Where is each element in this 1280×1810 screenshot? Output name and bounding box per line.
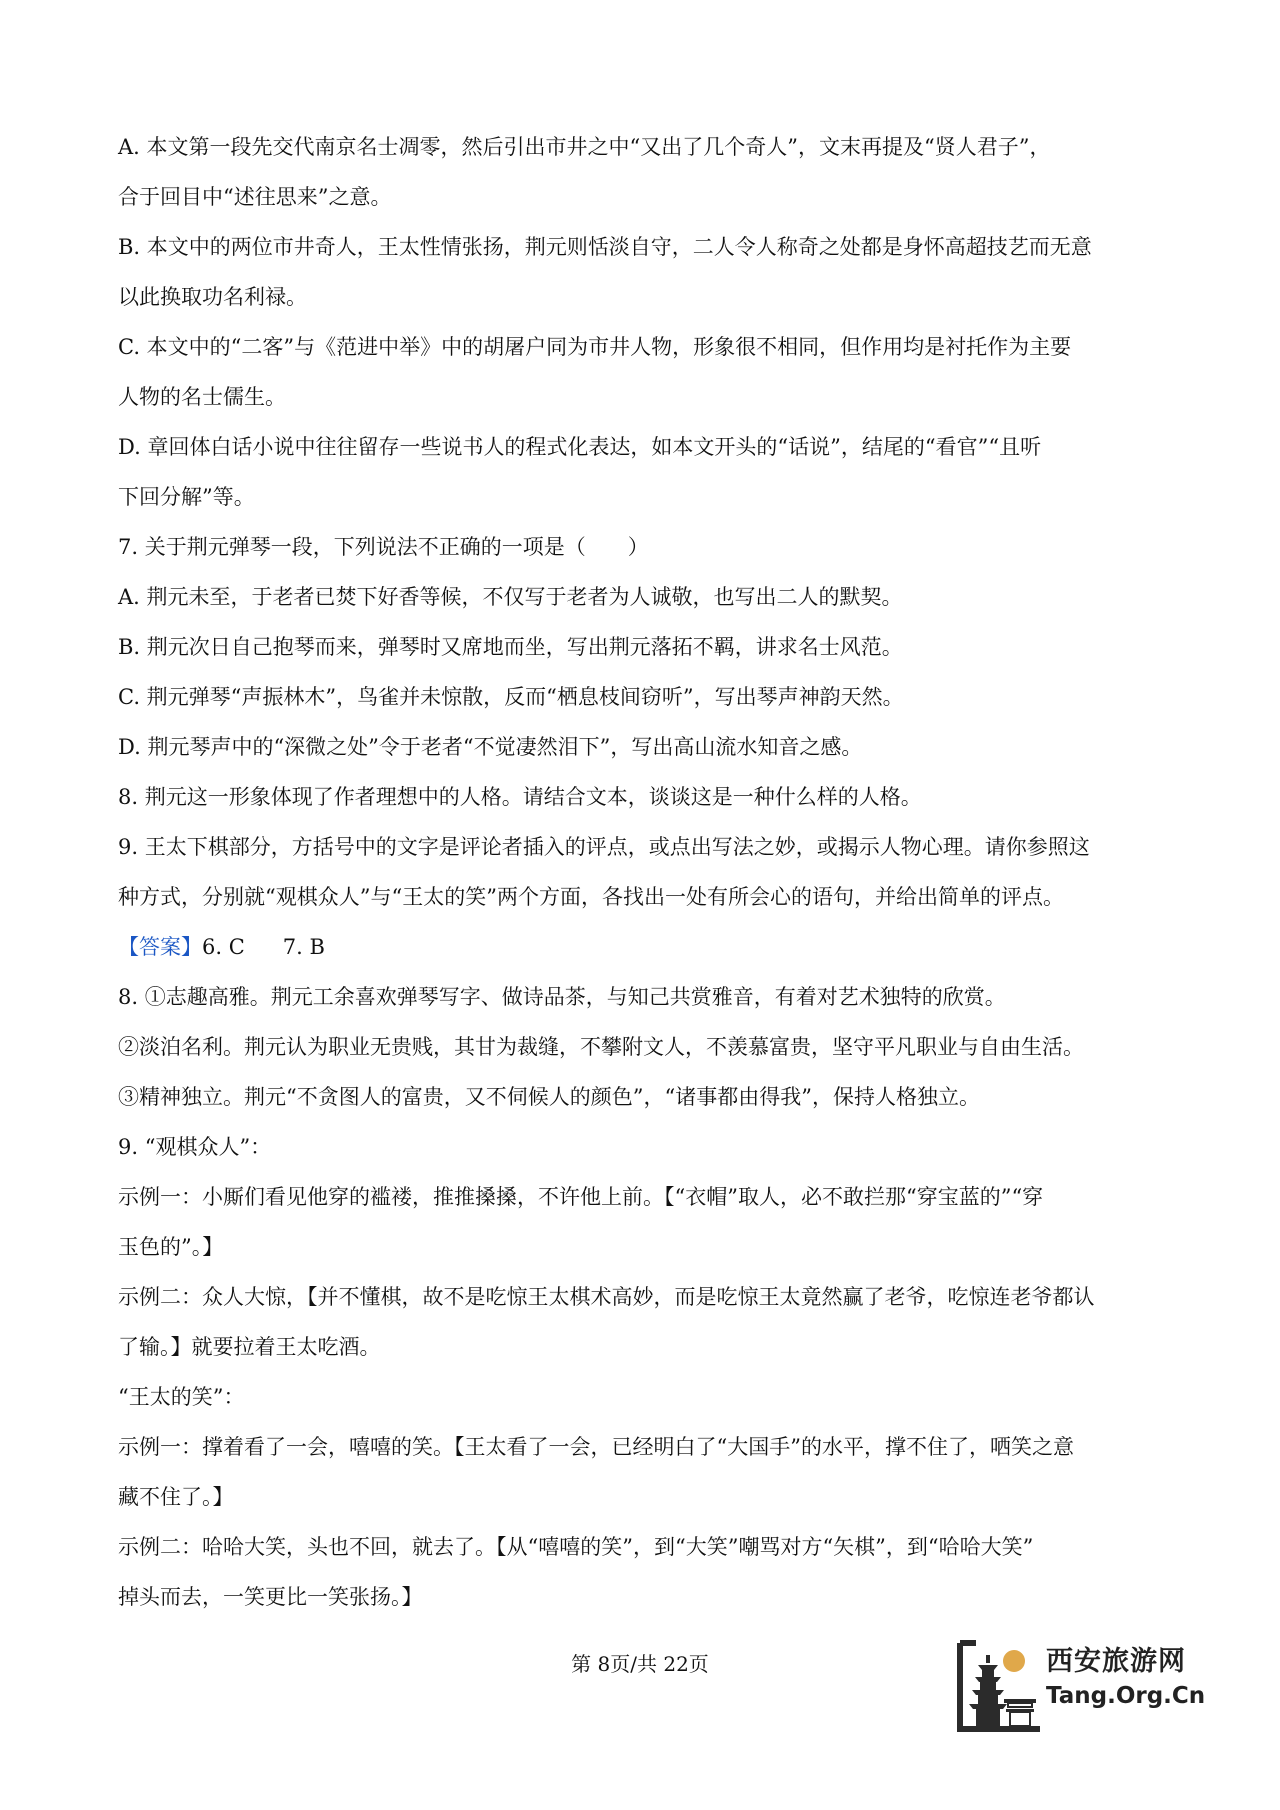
text-line: 人物的名士儒生。	[118, 385, 286, 409]
answer-text-line: ②淡泊名利。荆元认为职业无贵贱，其甘为裁缝，不攀附文人，不羡慕富贵，坚守平凡职业与自由生活。	[118, 1035, 1084, 1059]
text-line: C. 荆元弹琴“声振林木”，鸟雀并未惊散，反而“栖息枝间窃听”，写出琴声神韵天然。	[118, 685, 904, 709]
text-line: 以此换取功名利禄。	[118, 285, 307, 309]
pagoda-icon	[956, 1633, 1042, 1733]
answer-q7: 7. B	[282, 935, 325, 959]
site-logo	[956, 1633, 1216, 1733]
answer-text-line: 玉色的”。】	[118, 1235, 224, 1259]
text-line: A. 本文第一段先交代南京名士凋零，然后引出市井之中“又出了几个奇人”，文末再提及“贤人君子”，	[118, 135, 1051, 159]
answer-text-line: 8. ①志趣高雅。荆元工余喜欢弹琴写字、做诗品茶，与知己共赏雅音，有着对艺术独特的欣赏。	[118, 985, 1006, 1009]
answer-q6: 6. C	[202, 935, 245, 959]
answer-text-line: 示例一：小厮们看见他穿的褴褛，推推搡搡，不许他上前。【“衣帽”取人，必不敢拦那“穿宝蓝的”“穿	[118, 1185, 1044, 1209]
question-7: 7. 关于荆元弹琴一段，下列说法不正确的一项是（ ）	[118, 535, 649, 559]
answer-text-line: 示例一：撑着看了一会，嘻嘻的笑。【王太看了一会，已经明白了“大国手”的水平，撑不住了，哂笑之意	[118, 1435, 1074, 1459]
document-body	[118, 122, 1168, 1622]
text-line: A. 荆元未至，于老者已焚下好香等候，不仅写于老者为人诚敬，也写出二人的默契。	[118, 585, 903, 609]
text-line: D. 荆元琴声中的“深微之处”令于老者“不觉凄然泪下”，写出高山流水知音之感。	[118, 735, 863, 759]
logo-url: Tang.Org.Cn	[1046, 1683, 1206, 1709]
answer-text-line: 了输。】就要拉着王太吃酒。	[118, 1335, 381, 1359]
answer-text-line: 藏不住了。】	[118, 1485, 234, 1509]
text-line: 合于回目中“述往思来”之意。	[118, 185, 392, 209]
logo-title: 西安旅游网	[1046, 1646, 1186, 1677]
text-line: 种方式，分别就“观棋众人”与“王太的笑”两个方面，各找出一处有所会心的语句，并给出简单的评点。	[118, 885, 1064, 909]
text-line: B. 荆元次日自己抱琴而来，弹琴时又席地而坐，写出荆元落拓不羁，讲求名士风范。	[118, 635, 903, 659]
answer-line	[118, 922, 1168, 972]
answer-text-line: 9. “观棋众人”：	[118, 1135, 272, 1159]
text-line: C. 本文中的“二客”与《范进中举》中的胡屠户同为市井人物，形象很不相同，但作用均是衬托作为主要	[118, 335, 1072, 359]
text-line: B. 本文中的两位市井奇人，王太性情张扬，荆元则恬淡自守，二人令人称奇之处都是身怀高超技艺而无意	[118, 235, 1092, 259]
text-line: 下回分解”等。	[118, 485, 255, 509]
answer-tag: 【答案】	[118, 935, 202, 959]
answer-text-line: 掉头而去，一笑更比一笑张扬。】	[118, 1585, 423, 1609]
question-8: 8. 荆元这一形象体现了作者理想中的人格。请结合文本，谈谈这是一种什么样的人格。	[118, 785, 922, 809]
question-9: 9. 王太下棋部分，方括号中的文字是评论者插入的评点，或点出写法之妙，或揭示人物心理。请你参照这	[118, 835, 1090, 859]
answer-text-line: 示例二：哈哈大笑，头也不回，就去了。【从“嘻嘻的笑”，到“大笑”嘲骂对方“矢棋”，到“哈哈大笑”	[118, 1535, 1034, 1559]
answer-text-line: 示例二：众人大惊，【并不懂棋，故不是吃惊王太棋术高妙，而是吃惊王太竟然赢了老爷，吃惊连老爷都认	[118, 1285, 1095, 1309]
answer-text-line: “王太的笑”：	[118, 1385, 245, 1409]
answer-text-line: ③精神独立。荆元“不贪图人的富贵，又不伺候人的颜色”，“诸事都由得我”，保持人格独立。	[118, 1085, 980, 1109]
page-number: 第 8页/共 22页	[571, 1652, 709, 1676]
text-line: D. 章回体白话小说中往往留存一些说书人的程式化表达，如本文开头的“话说”，结尾的“看官”“且听	[118, 435, 1042, 459]
